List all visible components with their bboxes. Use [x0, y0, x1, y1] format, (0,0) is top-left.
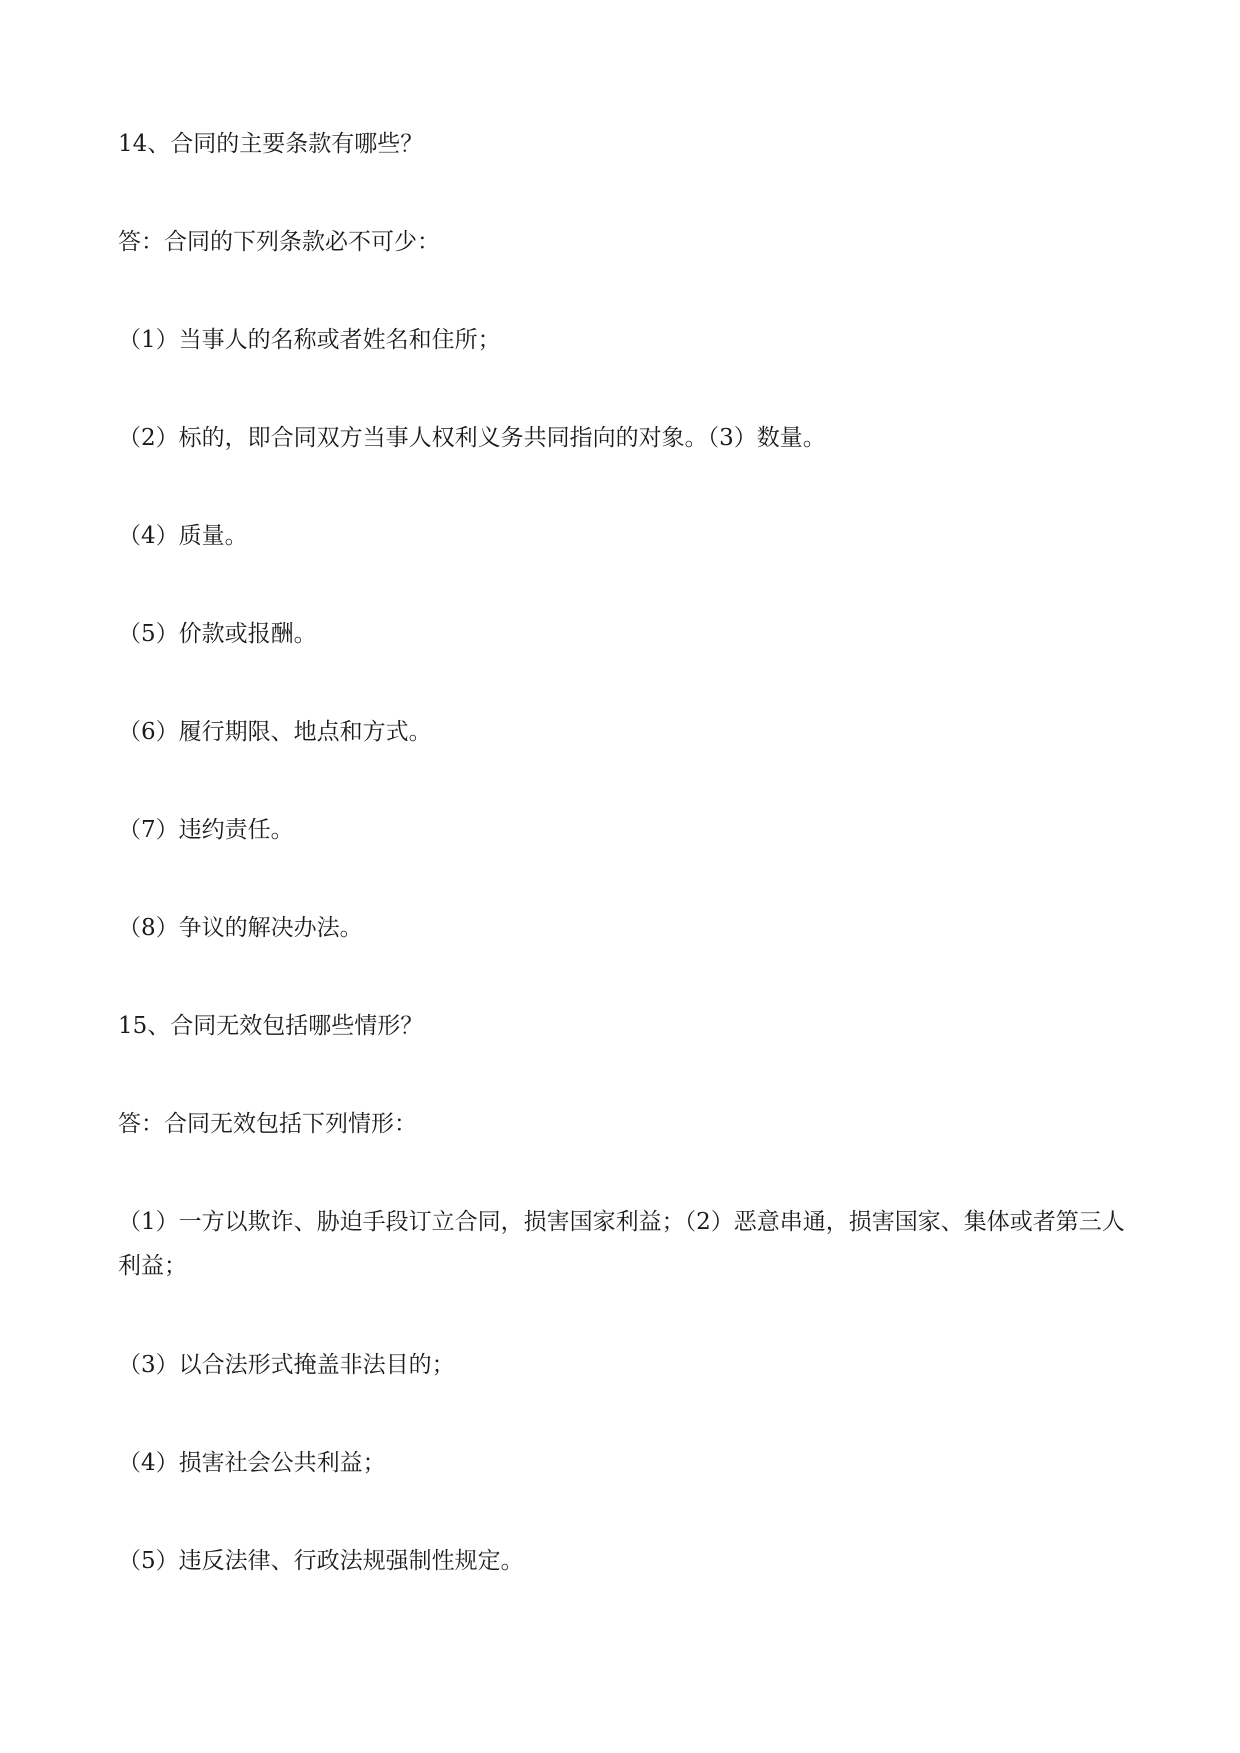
- answer-15-item-3: （3）以合法形式掩盖非法目的；: [118, 1352, 455, 1378]
- answer-15-intro: 答：合同无效包括下列情形：: [118, 1111, 417, 1137]
- answer-15-item-4: （4）损害社会公共利益；: [118, 1450, 386, 1476]
- answer-14-item-5: （5）价款或报酬。: [118, 621, 317, 647]
- answer-14-item-6: （6）履行期限、地点和方式。: [118, 719, 432, 745]
- question-14: 14、合同的主要条款有哪些？: [118, 131, 424, 157]
- answer-14-item-2: （2）标的，即合同双方当事人权利义务共同指向的对象。（3）数量。: [118, 425, 826, 451]
- answer-14-item-7: （7）违约责任。: [118, 817, 294, 843]
- question-15: 15、合同无效包括哪些情形？: [118, 1013, 424, 1039]
- answer-14-item-4: （4）质量。: [118, 523, 248, 549]
- answer-15-item-1: （1）一方以欺诈、胁迫手段订立合同，损害国家利益；（2）恶意串通，损害国家、集体或者第三人利益；: [118, 1209, 1125, 1279]
- answer-14-intro: 答：合同的下列条款必不可少：: [118, 229, 440, 255]
- answer-14-item-1: （1）当事人的名称或者姓名和住所；: [118, 327, 501, 353]
- answer-15-item-5: （5）违反法律、行政法规强制性规定。: [118, 1548, 524, 1574]
- answer-14-item-8: （8）争议的解决办法。: [118, 915, 363, 941]
